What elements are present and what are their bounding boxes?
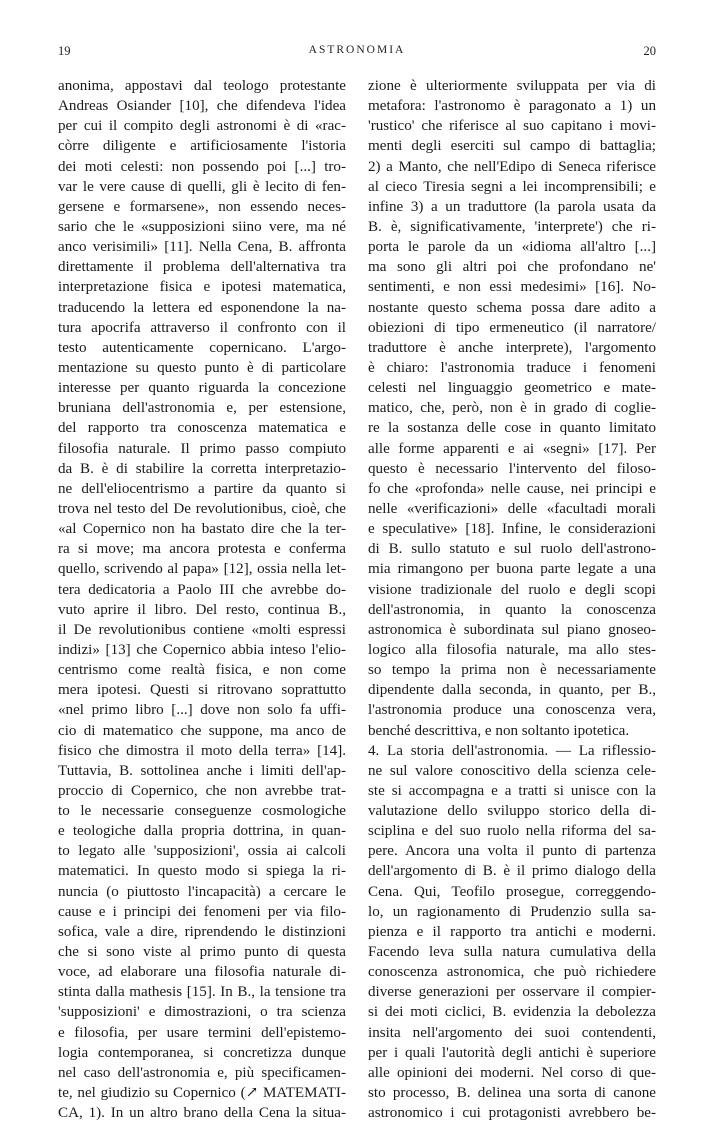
text-line: cio di matematico che suppone, ma anco de [58, 722, 346, 739]
text-line: tera dedicatoria a Paolo III che avrebbe do- [58, 581, 346, 598]
text-line: nelle «verificazioni» delle «facultadi morali [368, 500, 656, 517]
text-line: menti degli eserciti sul campo di battaglia; [368, 138, 656, 155]
text-line: è chiaro: l'astronomia traduce i fenomeni [368, 359, 656, 376]
text-line: fisico che dimostra il moto della terra» [14]. [58, 742, 346, 759]
text-line: diverse generazioni per osservare il compier- [368, 984, 656, 1001]
page-header [58, 44, 656, 64]
text-line: e filosofia, per usare termini dell'epistemo- [58, 1024, 346, 1041]
text-line: CA, 1). In un altro brano della Cena la situa- [58, 1105, 346, 1122]
text-line: trova nel testo del De revolutionibus, cioè, che [58, 500, 346, 517]
text-line: sto processo, B. delinea una sorta di canone [368, 1085, 656, 1102]
page-number-right: 20 [643, 44, 656, 58]
text-line: 4. La storia dell'astronomia. — La riflessio- [368, 742, 656, 759]
text-line: Facendo leva sulla natura cumulativa della [368, 944, 656, 961]
text-line: còrre diligente e artificiosamente l'istoria [58, 138, 346, 155]
text-line: vuto aprire il libro. Del resto, continua B., [58, 601, 346, 618]
text-line: Tuttavia, B. sottolinea anche i limiti dell'ap- [58, 762, 346, 779]
text-line: centrismo come realtà fisica, e non come [58, 662, 346, 679]
text-line: lo, un ragionamento di Prudenzio sulla sa- [368, 903, 656, 920]
text-line: bruniana dell'astronomia e, per estensione, [58, 400, 346, 417]
text-line: proccio di Copernico, che non avrebbe trat- [58, 782, 346, 799]
text-line: questo è necessario l'intervento del filoso- [368, 460, 656, 477]
text-line: zione è ulteriormente sviluppata per via di [368, 78, 656, 94]
text-line: obiezioni di tipo ermeneutico (il narratore/ [368, 319, 656, 336]
text-line: matematici. In questo modo si spiega la ri- [58, 863, 346, 880]
text-line: tura apocrifa attraverso il confronto con il [58, 319, 346, 336]
text-line: direttamente il problema dell'alternativa tra [58, 259, 346, 276]
text-line: alle opinioni dei moderni. Nel corso di que- [368, 1064, 656, 1081]
text-line: mia rimangono per buona parte legate a una [368, 561, 656, 578]
text-line: «al Copernico non ha bastato dire che la ter- [58, 521, 346, 538]
text-line: logia contemporanea, si concretizza dunque [58, 1044, 346, 1061]
text-line: matico, che, però, non è in grado di coglie- [368, 400, 656, 417]
text-line: quello, scrivendo al papa» [12], ossia nella let- [58, 561, 346, 578]
text-line: cause e i principi dei fenomeni per via filo- [58, 903, 346, 920]
text-line: 2) a Manto, che nell'Edipo di Seneca riferisce [368, 158, 656, 175]
text-line: visione tradizionale del ruolo e degli scopi [368, 581, 656, 598]
text-line: si dei moti ciclici, B. evidenzia la debolezza [368, 1004, 656, 1021]
text-line: logico alla filosofia naturale, ma allo stes- [368, 641, 656, 658]
text-line: ra si move; ma ancora protesta e conferma [58, 541, 346, 558]
text-line: al cieco Tiresia segni a lei incomprensibili; e [368, 178, 656, 195]
text-line: valutazione dello sviluppo storico della di- [368, 803, 656, 820]
text-line: dei moti celesti: non possendo poi [...] tro- [58, 158, 346, 175]
text-line: mera ipotesi. Questi si ritrovano soprattutto [58, 682, 346, 699]
text-line: indizi» [13] che Copernico abbia inteso l'elio- [58, 641, 346, 658]
text-line: 'rustico' che riferisce al suo capitano i movi- [368, 118, 656, 135]
text-line: e teologiche dalla propria dottrina, in quan- [58, 823, 346, 840]
text-line: da B. è di stabilire la corretta interpretazio- [58, 460, 346, 477]
text-line: conoscenza astronomica, che può richiedere [368, 964, 656, 981]
text-line: astronomico i cui protagonisti avrebbero be- [368, 1105, 656, 1122]
text-line: che si sono viste al primo punto di questa [58, 944, 346, 961]
text-line: var le vere cause di quelli, gli è lecito di fen- [58, 178, 346, 195]
text-line: «nel primo libro [...] dove non solo fa uffi- [58, 702, 346, 719]
text-line: di B. sullo statuto e sul ruolo dell'astrono- [368, 541, 656, 558]
text-line: fo che «profonda» nelle cause, nei principi e [368, 480, 656, 497]
text-line: interesse per quanto riguarda la concezione [58, 380, 346, 397]
text-line: e speculative» [18]. Infine, le considerazioni [368, 521, 656, 538]
text-line: porta le parole da un «idioma all'altro [...] [368, 239, 656, 256]
text-line: nostante questo schema possa dare adito a [368, 299, 656, 316]
text-line: dell'astronomia, in quanto la conoscenza [368, 601, 656, 618]
text-line: traducendo la lettera ed esponendone la na- [58, 299, 346, 316]
text-line: to le necessarie conseguenze cosmologiche [58, 803, 346, 820]
text-line: insita nell'argomento dei suoi contendenti, [368, 1024, 656, 1041]
text-line: Cena. Qui, Teofilo prosegue, correggendo- [368, 883, 656, 900]
text-line: mentazione su questo punto è di particolare [58, 359, 346, 376]
text-line: per i quali l'autorità degli antichi è superiore [368, 1044, 656, 1061]
text-line: nuncia (o piuttosto l'incapacità) a cercare le [58, 883, 346, 900]
text-line: Andreas Osiander [10], che difendeva l'idea [58, 98, 346, 115]
text-line: ma sono gli altri poi che profondano ne' [368, 259, 656, 276]
running-title: ASTRONOMIA [308, 44, 406, 56]
text-line: testo autenticamente copernicano. L'argo- [58, 339, 346, 356]
text-line: gersene e formarsene», non essendo neces- [58, 198, 346, 215]
text-line: infine 3) a un traduttore (la parola usata da [368, 198, 656, 215]
text-line: ste si accompagna e a tratti si unisce con la [368, 782, 656, 799]
text-line: so tempo la prima non è necessariamente [368, 662, 656, 679]
left-text-column [58, 76, 346, 1123]
text-line: ne sul valore conoscitivo della scienza cele- [368, 762, 656, 779]
text-line: l'astronomia produce una conoscenza vera, [368, 702, 656, 719]
text-line: sciplina e del suo ruolo nella riforma del sa- [368, 823, 656, 840]
text-line: 'supposizioni' e dimostrazioni, o tra scienza [58, 1004, 346, 1021]
text-line: per cui il compito degli astronomi è di «rac- [58, 118, 346, 135]
text-line: B. è, significativamente, 'interprete') che ri- [368, 218, 656, 235]
text-line: sario che le «supposizioni siino vere, ma né [58, 218, 346, 235]
text-line: dipendente dalla seconda, in quanto, per B., [368, 682, 656, 699]
text-line: pienza e il rapporto tra antichi e moderni. [368, 923, 656, 940]
text-line: voce, ad elaborare una filosofia naturale di- [58, 964, 346, 981]
page-number-left: 19 [58, 44, 71, 58]
text-line: re la sostanza delle cose in quanto limitato [368, 420, 656, 437]
text-line: pere. Ancora una volta il punto di partenza [368, 843, 656, 860]
text-line: anonima, appostavi dal teologo protestante [58, 78, 346, 94]
right-text-column [368, 76, 656, 1123]
text-line: filosofia naturale. Il primo passo compiuto [58, 440, 346, 457]
text-line: nel caso dell'astronomia e, più specificamen- [58, 1064, 346, 1081]
text-line: sofica, vale a dire, riprendendo le distinzioni [58, 923, 346, 940]
text-line: metafora: l'astronomo è paragonato a 1) un [368, 98, 656, 115]
text-line: interpretazione fisica e ipotesi matematica, [58, 279, 346, 296]
text-line: alle forme apparenti e ai «segni» [17]. Per [368, 440, 656, 457]
text-line: anco verisimili» [11]. Nella Cena, B. affronta [58, 239, 346, 256]
text-line: benché descrittiva, e non soltanto ipotetica. [368, 722, 630, 739]
text-line: del rapporto tra conoscenza matematica e [58, 420, 346, 437]
text-line: to legato alle 'supposizioni', ossia ai calcoli [58, 843, 346, 860]
text-line: celesti nel linguaggio geometrico e mate- [368, 380, 656, 397]
text-line: ne dell'eliocentrismo a partire da quanto si [58, 480, 346, 497]
text-line: traduttore è anche interprete), l'argomento [368, 339, 656, 356]
text-line: stinta dalla mathesis [15]. In B., la tensione tra [58, 984, 346, 1001]
text-line: il De revolutionibus contiene «molti espressi [58, 621, 346, 638]
text-line: te, nel giudizio su Copernico (↗ MATEMATI- [58, 1085, 346, 1102]
text-line: dell'argomento di B. è il primo dialogo della [368, 863, 656, 880]
text-line: sentimenti, e non essi medesimi» [16]. No- [368, 279, 656, 296]
text-line: astronomica è subordinata sul piano gnoseo- [368, 621, 656, 638]
